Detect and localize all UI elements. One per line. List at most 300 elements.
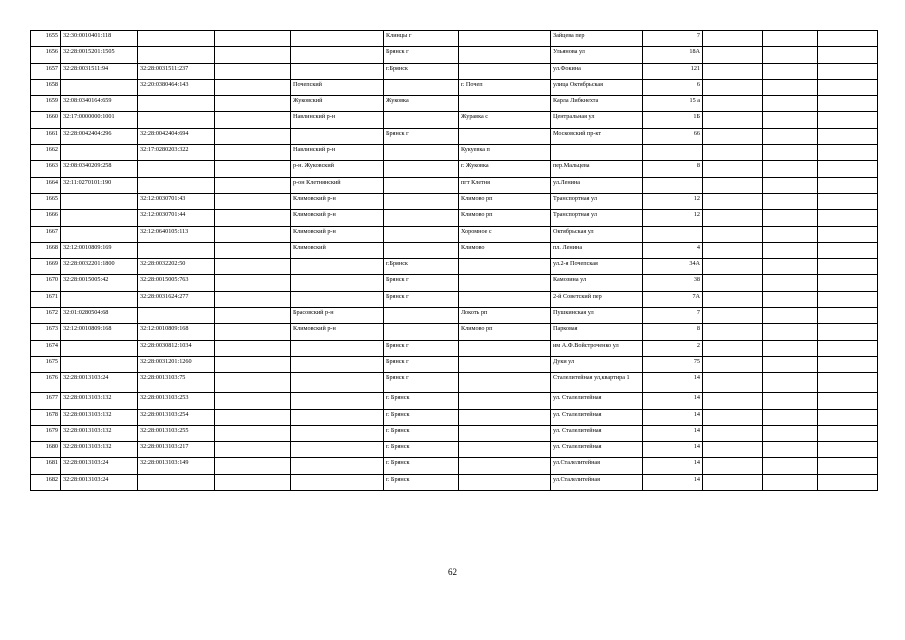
cell-extra-info [215, 356, 291, 372]
cell-object-number: 32:28:0031511:237 [138, 63, 215, 79]
cell-street: Пушкинская ул [551, 308, 643, 324]
cell-object-number [138, 474, 215, 490]
cell-col-10 [703, 324, 763, 340]
cell-street: ул. Сталелитейная [551, 442, 643, 458]
cell-col-10 [703, 112, 763, 128]
cell-extra-info [215, 79, 291, 95]
cell-col-11 [763, 393, 818, 409]
cell-col-12 [818, 31, 878, 47]
table-row [31, 128, 878, 144]
cell-row-number: 1656 [31, 47, 61, 63]
cell-city: Брянск г [384, 373, 459, 393]
cell-settlement: Климово [459, 242, 551, 258]
cell-city [384, 161, 459, 177]
cell-district [291, 474, 384, 490]
cell-row-number: 1667 [31, 226, 61, 242]
table-row [31, 31, 878, 47]
cell-col-10 [703, 47, 763, 63]
cell-col-12 [818, 79, 878, 95]
cell-object-number: 32:12:0030701:43 [138, 193, 215, 209]
cell-col-11 [763, 145, 818, 161]
cell-cadastral-number: 32:28:0013103:132 [61, 393, 138, 409]
cell-col-12 [818, 425, 878, 441]
cell-row-number: 1669 [31, 259, 61, 275]
cell-col-10 [703, 31, 763, 47]
cell-district [291, 31, 384, 47]
cell-street: ул.Фокина [551, 63, 643, 79]
cell-col-10 [703, 340, 763, 356]
cell-extra-info [215, 373, 291, 393]
cell-settlement [459, 356, 551, 372]
cell-city: Брянск г [384, 291, 459, 307]
cell-settlement: пгт Клетня [459, 177, 551, 193]
cell-row-number: 1663 [31, 161, 61, 177]
cell-object-number [138, 161, 215, 177]
cell-row-number: 1670 [31, 275, 61, 291]
cell-street: Зайцева пер [551, 31, 643, 47]
cell-street: Камозина ул [551, 275, 643, 291]
cell-settlement [459, 373, 551, 393]
cell-col-11 [763, 324, 818, 340]
cell-object-number: 32:28:0030812:1034 [138, 340, 215, 356]
cell-col-11 [763, 356, 818, 372]
cell-extra-info [215, 409, 291, 425]
cell-col-12 [818, 259, 878, 275]
cell-col-10 [703, 128, 763, 144]
cell-city: г.Брянск [384, 63, 459, 79]
cell-object-number: 32:28:0013103:149 [138, 458, 215, 474]
cell-settlement [459, 47, 551, 63]
cell-district [291, 425, 384, 441]
cell-extra-info [215, 161, 291, 177]
cell-extra-info [215, 340, 291, 356]
cell-object-number: 32:20:0380464:143 [138, 79, 215, 95]
cell-object-number: 32:12:0030701:44 [138, 210, 215, 226]
cell-col-12 [818, 373, 878, 393]
cell-city: Брянск г [384, 128, 459, 144]
cell-district [291, 47, 384, 63]
cell-col-10 [703, 226, 763, 242]
cell-house-number: 12 [643, 193, 703, 209]
cell-col-11 [763, 259, 818, 275]
cell-city: Брянск г [384, 340, 459, 356]
cell-row-number: 1675 [31, 356, 61, 372]
cell-col-12 [818, 442, 878, 458]
table-row [31, 458, 878, 474]
cell-row-number: 1658 [31, 79, 61, 95]
cell-settlement [459, 393, 551, 409]
cell-cadastral-number: 32:17:0000000:1001 [61, 112, 138, 128]
cell-city: Брянск г [384, 356, 459, 372]
cell-settlement: Локоть рп [459, 308, 551, 324]
cell-district [291, 373, 384, 393]
cell-city: Брянск г [384, 275, 459, 291]
cell-house-number: 121 [643, 63, 703, 79]
cell-col-12 [818, 409, 878, 425]
cell-house-number: 14 [643, 425, 703, 441]
cell-city [384, 79, 459, 95]
cell-district: Климовский р-н [291, 226, 384, 242]
cell-house-number: 14 [643, 373, 703, 393]
cell-row-number: 1682 [31, 474, 61, 490]
cell-col-11 [763, 112, 818, 128]
table-row [31, 393, 878, 409]
cell-cadastral-number: 32:28:0015201:1505 [61, 47, 138, 63]
cell-house-number: 14 [643, 458, 703, 474]
table-row [31, 177, 878, 193]
cell-house-number: 14 [643, 474, 703, 490]
cell-settlement [459, 259, 551, 275]
cell-row-number: 1661 [31, 128, 61, 144]
cell-house-number: 8 [643, 324, 703, 340]
cell-col-11 [763, 275, 818, 291]
cell-district: Климовский р-н [291, 210, 384, 226]
cell-cadastral-number: 32:28:0042404:296 [61, 128, 138, 144]
cell-cadastral-number: 32:28:0013103:24 [61, 373, 138, 393]
cell-street: пл. Ленина [551, 242, 643, 258]
cell-city [384, 308, 459, 324]
cell-settlement [459, 474, 551, 490]
cell-city: г. Брянск [384, 474, 459, 490]
cell-col-10 [703, 193, 763, 209]
cell-district [291, 442, 384, 458]
cell-extra-info [215, 324, 291, 340]
cell-cadastral-number: 32:28:0031511:94 [61, 63, 138, 79]
cell-row-number: 1678 [31, 409, 61, 425]
cell-city [384, 112, 459, 128]
cell-col-11 [763, 161, 818, 177]
cell-col-12 [818, 308, 878, 324]
cell-street: улица Октябрьская [551, 79, 643, 95]
cell-col-12 [818, 210, 878, 226]
cell-object-number [138, 47, 215, 63]
cell-col-10 [703, 275, 763, 291]
cell-house-number [643, 145, 703, 161]
cell-col-12 [818, 474, 878, 490]
cell-settlement [459, 409, 551, 425]
cell-cadastral-number [61, 226, 138, 242]
cell-col-11 [763, 308, 818, 324]
cell-street: ул. Сталелитейная [551, 409, 643, 425]
cell-object-number: 32:17:0280203:322 [138, 145, 215, 161]
cell-house-number: 7 [643, 31, 703, 47]
cell-row-number: 1665 [31, 193, 61, 209]
cell-street: Сталелитейная ул,квартира 1 [551, 373, 643, 393]
cell-col-12 [818, 145, 878, 161]
cell-cadastral-number: 32:28:0013103:24 [61, 474, 138, 490]
table-row [31, 373, 878, 393]
cell-object-number: 32:28:0013103:217 [138, 442, 215, 458]
cell-settlement: Журавка с [459, 112, 551, 128]
cell-settlement: г. Почеп [459, 79, 551, 95]
cell-col-12 [818, 340, 878, 356]
cell-col-12 [818, 291, 878, 307]
cell-cadastral-number: 32:28:0015005:42 [61, 275, 138, 291]
cell-col-10 [703, 308, 763, 324]
cell-col-12 [818, 161, 878, 177]
cell-col-12 [818, 128, 878, 144]
cell-col-11 [763, 210, 818, 226]
cell-col-11 [763, 340, 818, 356]
cell-district: р-н. Жуковский [291, 161, 384, 177]
cell-city: г. Брянск [384, 393, 459, 409]
cell-object-number [138, 96, 215, 112]
cell-city: Клинцы г [384, 31, 459, 47]
cell-street: ул. Сталелитейная [551, 425, 643, 441]
page-number: 62 [448, 567, 457, 577]
cell-city: г.Брянск [384, 259, 459, 275]
cell-object-number: 32:28:0042404:694 [138, 128, 215, 144]
cell-object-number: 32:28:0013103:254 [138, 409, 215, 425]
cell-extra-info [215, 226, 291, 242]
cell-settlement [459, 458, 551, 474]
cell-district: Почепский [291, 79, 384, 95]
table-row [31, 112, 878, 128]
cell-extra-info [215, 474, 291, 490]
cell-row-number: 1674 [31, 340, 61, 356]
cell-district [291, 291, 384, 307]
cell-cadastral-number: 32:28:0013103:132 [61, 409, 138, 425]
cell-street [551, 145, 643, 161]
cell-city: г. Брянск [384, 409, 459, 425]
cell-district: Навлинский р-н [291, 112, 384, 128]
cell-row-number: 1671 [31, 291, 61, 307]
cell-row-number: 1680 [31, 442, 61, 458]
table-row [31, 242, 878, 258]
cell-object-number [138, 308, 215, 324]
cell-col-10 [703, 458, 763, 474]
cell-col-10 [703, 242, 763, 258]
cell-settlement: Климово рп [459, 324, 551, 340]
cell-cadastral-number [61, 210, 138, 226]
cell-settlement: Климово рп [459, 193, 551, 209]
cell-col-11 [763, 226, 818, 242]
cell-settlement: г. Жуковка [459, 161, 551, 177]
cell-object-number [138, 31, 215, 47]
cell-settlement [459, 128, 551, 144]
cell-street: Центральная ул [551, 112, 643, 128]
cell-row-number: 1668 [31, 242, 61, 258]
cell-col-12 [818, 193, 878, 209]
cell-cadastral-number [61, 145, 138, 161]
cell-settlement [459, 291, 551, 307]
cell-extra-info [215, 193, 291, 209]
cell-object-number [138, 112, 215, 128]
cell-street: Карла Либкнехта [551, 96, 643, 112]
cell-house-number: 34А [643, 259, 703, 275]
table-row [31, 356, 878, 372]
cell-cadastral-number: 32:12:0010809:168 [61, 324, 138, 340]
table-row [31, 291, 878, 307]
table-row [31, 324, 878, 340]
cell-col-12 [818, 112, 878, 128]
cell-cadastral-number: 32:28:0032201:1800 [61, 259, 138, 275]
cell-cadastral-number: 32:28:0013103:132 [61, 425, 138, 441]
cell-col-11 [763, 79, 818, 95]
table-row [31, 442, 878, 458]
cell-cadastral-number [61, 79, 138, 95]
cell-cadastral-number: 32:28:0013103:132 [61, 442, 138, 458]
cell-extra-info [215, 210, 291, 226]
cell-extra-info [215, 96, 291, 112]
cell-object-number: 32:12:0640105:113 [138, 226, 215, 242]
cell-settlement: Кукуевка п [459, 145, 551, 161]
cell-house-number: 66 [643, 128, 703, 144]
cell-settlement [459, 275, 551, 291]
cell-district [291, 356, 384, 372]
cell-district [291, 63, 384, 79]
table-row [31, 145, 878, 161]
cell-col-10 [703, 474, 763, 490]
cell-col-12 [818, 63, 878, 79]
cell-object-number: 32:28:0032202:50 [138, 259, 215, 275]
cell-col-12 [818, 47, 878, 63]
cell-house-number [643, 177, 703, 193]
cell-object-number: 32:28:0031624:277 [138, 291, 215, 307]
cell-col-12 [818, 458, 878, 474]
cell-object-number: 32:28:0013103:255 [138, 425, 215, 441]
cell-house-number [643, 226, 703, 242]
cell-col-10 [703, 393, 763, 409]
cell-settlement [459, 31, 551, 47]
cell-col-10 [703, 291, 763, 307]
cell-col-10 [703, 63, 763, 79]
cell-object-number: 32:28:0015005:763 [138, 275, 215, 291]
cell-street: ул.2-я Почепская [551, 259, 643, 275]
cell-house-number: 14 [643, 409, 703, 425]
cell-col-12 [818, 356, 878, 372]
table-row [31, 193, 878, 209]
cell-col-11 [763, 47, 818, 63]
cell-col-10 [703, 442, 763, 458]
cell-extra-info [215, 242, 291, 258]
cell-district [291, 393, 384, 409]
cell-street: Ульянова ул [551, 47, 643, 63]
cell-col-12 [818, 393, 878, 409]
cell-house-number: 15 а [643, 96, 703, 112]
cell-row-number: 1673 [31, 324, 61, 340]
cell-extra-info [215, 308, 291, 324]
cell-district: Климовский р-н [291, 324, 384, 340]
cell-col-10 [703, 373, 763, 393]
table-row [31, 275, 878, 291]
cell-city [384, 177, 459, 193]
table-row [31, 259, 878, 275]
cell-house-number: 75 [643, 356, 703, 372]
cell-col-11 [763, 63, 818, 79]
cell-city [384, 242, 459, 258]
cell-cadastral-number: 32:08:0340164:659 [61, 96, 138, 112]
cell-col-11 [763, 31, 818, 47]
cell-extra-info [215, 177, 291, 193]
cell-house-number: 7А [643, 291, 703, 307]
cell-col-11 [763, 458, 818, 474]
cell-extra-info [215, 145, 291, 161]
cell-settlement [459, 425, 551, 441]
table-row [31, 226, 878, 242]
cell-district: Климовский [291, 242, 384, 258]
cell-col-12 [818, 275, 878, 291]
cell-cadastral-number: 32:28:0013103:24 [61, 458, 138, 474]
cell-col-11 [763, 193, 818, 209]
cell-col-11 [763, 242, 818, 258]
cell-city [384, 226, 459, 242]
cell-row-number: 1664 [31, 177, 61, 193]
cell-settlement: Климово рп [459, 210, 551, 226]
cell-district: Жуковский [291, 96, 384, 112]
cell-row-number: 1655 [31, 31, 61, 47]
cell-street: Транспортная ул [551, 210, 643, 226]
cell-object-number [138, 177, 215, 193]
cell-cadastral-number: 32:12:0010809:169 [61, 242, 138, 258]
cell-street: им А.Ф.Войстроченко ул [551, 340, 643, 356]
cell-cadastral-number: 32:08:0340209:258 [61, 161, 138, 177]
cell-cadastral-number [61, 193, 138, 209]
cell-cadastral-number: 32:11:0270101:190 [61, 177, 138, 193]
cell-row-number: 1676 [31, 373, 61, 393]
cell-extra-info [215, 31, 291, 47]
table-row [31, 210, 878, 226]
cell-street: ул.Сталелитейная [551, 474, 643, 490]
cell-extra-info [215, 112, 291, 128]
cell-col-11 [763, 96, 818, 112]
cell-settlement: Хоромное с [459, 226, 551, 242]
cell-house-number: 1Б [643, 112, 703, 128]
cell-col-10 [703, 409, 763, 425]
cell-house-number: 7 [643, 308, 703, 324]
cell-street: Московский пр-кт [551, 128, 643, 144]
cell-street: ул.Сталелитейная [551, 458, 643, 474]
table-row [31, 409, 878, 425]
cell-col-10 [703, 425, 763, 441]
cell-col-12 [818, 324, 878, 340]
cell-extra-info [215, 425, 291, 441]
cell-extra-info [215, 275, 291, 291]
table-row [31, 308, 878, 324]
cell-col-11 [763, 291, 818, 307]
cell-district [291, 409, 384, 425]
cell-extra-info [215, 393, 291, 409]
cell-row-number: 1659 [31, 96, 61, 112]
cell-cadastral-number: 32:30:0010401:118 [61, 31, 138, 47]
cell-city: г. Брянск [384, 458, 459, 474]
cell-city [384, 145, 459, 161]
cell-house-number: 18А [643, 47, 703, 63]
cell-object-number [138, 242, 215, 258]
cell-object-number: 32:28:0013103:253 [138, 393, 215, 409]
cell-row-number: 1672 [31, 308, 61, 324]
cell-object-number: 32:28:0013103:75 [138, 373, 215, 393]
cell-city: Жуковка [384, 96, 459, 112]
table-row [31, 79, 878, 95]
table-row [31, 425, 878, 441]
cell-col-12 [818, 177, 878, 193]
table-row [31, 96, 878, 112]
cell-extra-info [215, 47, 291, 63]
table-row [31, 340, 878, 356]
cell-col-12 [818, 226, 878, 242]
cell-house-number: 12 [643, 210, 703, 226]
cell-col-10 [703, 161, 763, 177]
cell-col-11 [763, 373, 818, 393]
cell-extra-info [215, 442, 291, 458]
cell-settlement [459, 340, 551, 356]
cell-row-number: 1679 [31, 425, 61, 441]
cell-extra-info [215, 128, 291, 144]
table-row [31, 474, 878, 490]
cell-street: 2-й Советский пер [551, 291, 643, 307]
cell-district: Климовский р-н [291, 193, 384, 209]
